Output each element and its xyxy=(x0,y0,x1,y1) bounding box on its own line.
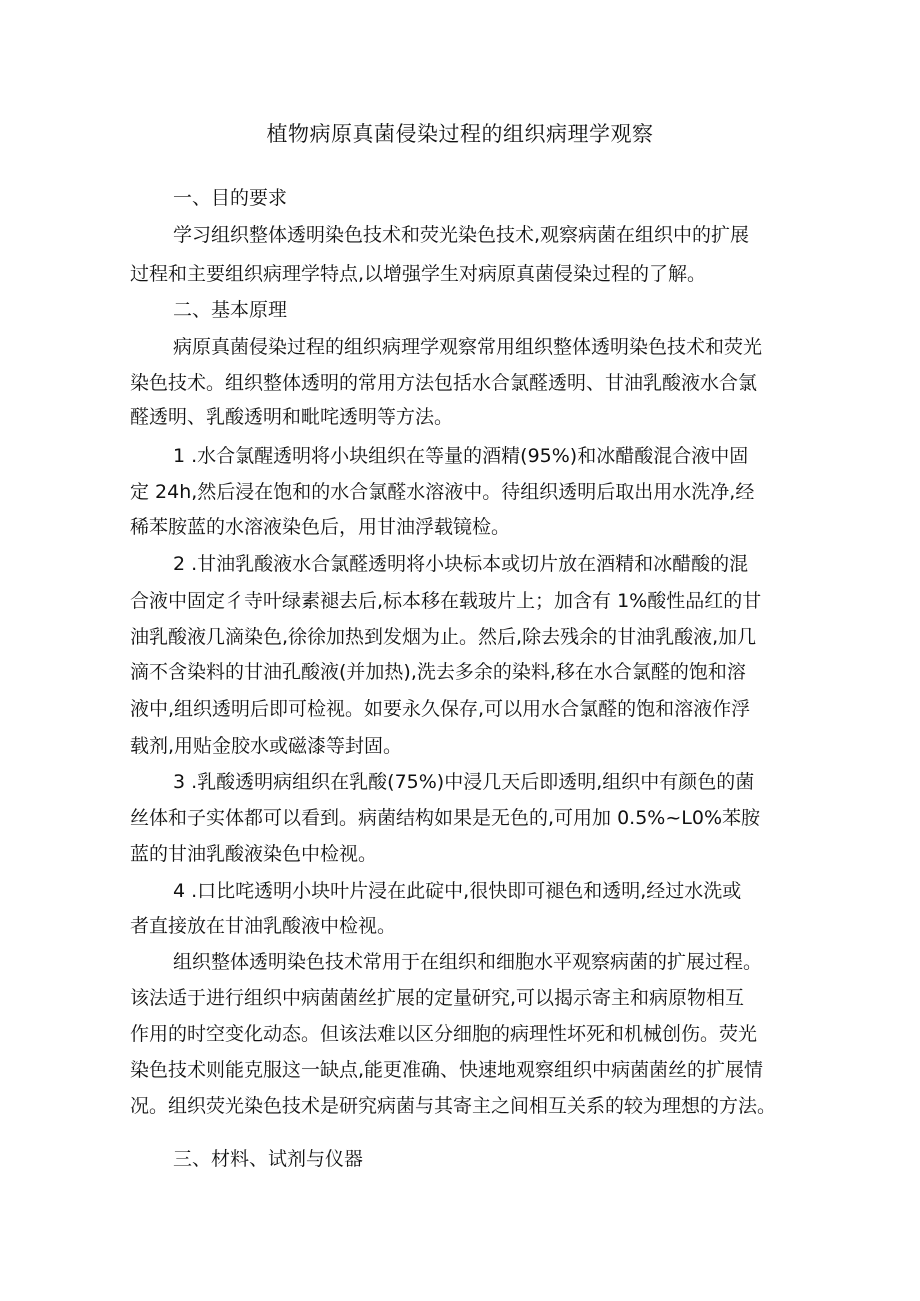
item-2-line: 油乳酸液几滴染色,徐徐加热到发烟为止。然后,除去残余的甘油乳酸液,加几 xyxy=(130,626,757,648)
item-3-line: 3 .乳酸透明病组织在乳酸(75%)中浸几天后即透明,组织中有颜色的菌 xyxy=(173,771,755,793)
document-title: 植物病原真菌侵染过程的组织病理学观察 xyxy=(266,122,654,146)
summary-line: 组织整体透明染色技术常用于在组织和细胞水平观察病菌的扩展过程。 xyxy=(173,951,763,973)
summary-line: 该法适于进行组织中病菌菌丝扩展的定量研究,可以揭示寄主和病原物相互 xyxy=(130,987,745,1009)
paragraph-line: 染色技术。组织整体透明的常用方法包括水合氯醛透明、甘油乳酸液水合氯 xyxy=(130,372,758,394)
paragraph-line: 过程和主要组织病理学特点,以增强学生对病原真菌侵染过程的了解。 xyxy=(130,263,707,285)
section-2-heading: 二、基本原理 xyxy=(173,299,288,321)
paragraph-line: 病原真菌侵染过程的组织病理学观察常用组织整体透明染色技术和荧光 xyxy=(173,336,763,358)
item-2-line: 滴不含染料的甘油孔酸液(并加热),洗去多余的染料,移在水合氯醛的饱和溶 xyxy=(130,661,746,683)
item-2-line: 载剂,用贴金胶水或磁漆等封固。 xyxy=(130,735,403,757)
item-3-line: 丝体和子实体都可以看到。病菌结构如果是无色的,可用加 0.5%~L0%苯胺 xyxy=(130,807,760,829)
item-4-line: 4 .口比咤透明小块叶片浸在此碇中,很快即可褪色和透明,经过水洗或 xyxy=(173,880,742,902)
item-3-line: 蓝的甘油乳酸液染色中检视。 xyxy=(130,843,378,865)
item-1-line: 1 .水合氯醒透明将小块组织在等量的酒精(95%)和冰醋酸混合液中固 xyxy=(173,445,749,467)
item-2-line: 液中,组织透明后即可检视。如要永久保存,可以用水合氯醛的饱和溶液作浮 xyxy=(130,698,751,720)
summary-line: 况。组织荧光染色技术是研究病菌与其寄主之间相互关系的较为理想的方法。 xyxy=(130,1095,777,1117)
section-3-heading: 三、材料、试剂与仪器 xyxy=(173,1148,364,1170)
paragraph-line: 学习组织整体透明染色技术和荧光染色技术,观察病菌在组织中的扩展 xyxy=(173,224,750,246)
section-1-heading: 一、目的要求 xyxy=(173,187,288,209)
summary-line: 染色技术则能克服这一缺点,能更准确、快速地观察组织中病菌菌丝的扩展情 xyxy=(130,1059,764,1081)
item-2-line: 2 .甘油乳酸液水合氯醛透明将小块标本或切片放在酒精和冰醋酸的混 xyxy=(173,553,749,575)
summary-line: 作用的时空变化动态。但该法难以区分细胞的病理性坏死和机械创伤。荧光 xyxy=(130,1023,758,1045)
item-1-line: 定 24h,然后浸在饱和的水合氯醛水溶液中。待组织透明后取出用水洗净,经 xyxy=(130,481,755,503)
item-2-line: 合液中固定彳寺叶绿素褪去后,标本移在载玻片上；加含有 1%酸性品红的甘 xyxy=(130,590,762,612)
item-1-line: 稀苯胺蓝的水溶液染色后，用甘油浮载镜检。 xyxy=(130,516,511,538)
paragraph-line: 醛透明、乳酸透明和毗咤透明等方法。 xyxy=(130,406,454,428)
item-4-line: 者直接放在甘油乳酸液中检视。 xyxy=(130,915,397,937)
